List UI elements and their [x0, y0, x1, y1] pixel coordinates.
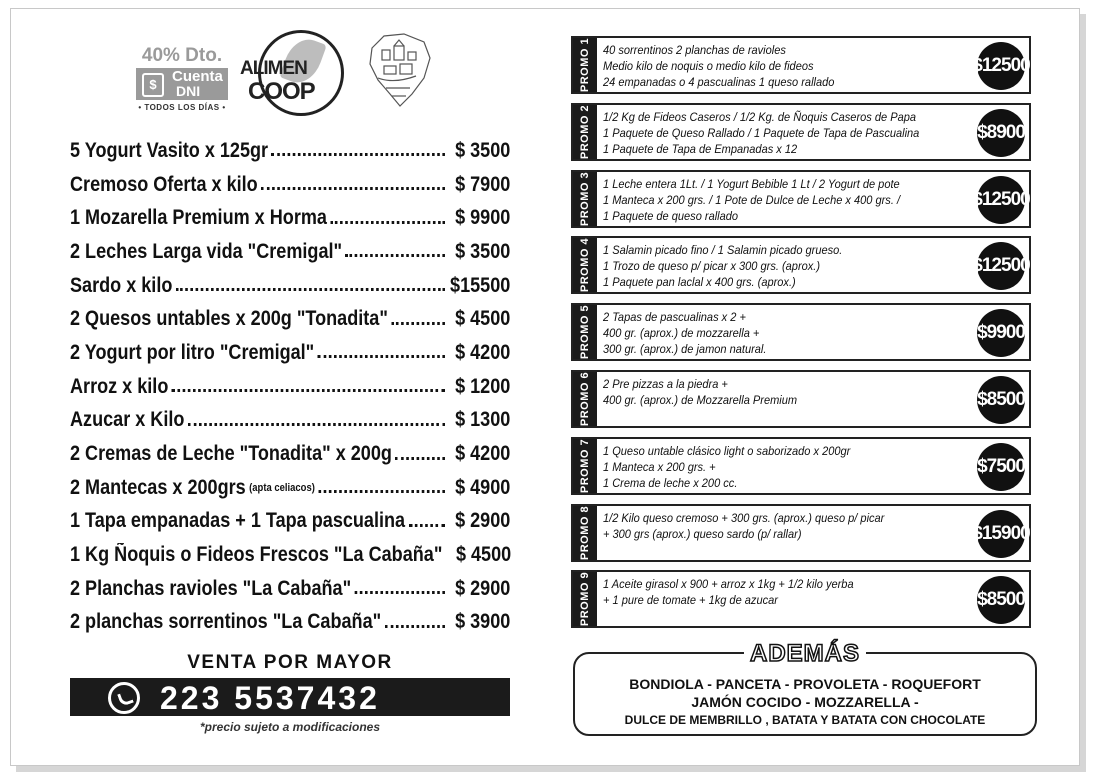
promo-price-badge: $12500: [977, 42, 1025, 90]
product-price: $ 2900: [455, 576, 511, 600]
promo-description: [603, 42, 934, 90]
cuenta-dni-line2: DNI: [176, 83, 201, 99]
promo-line: 400 gr. (aprox.) de Mozzarella Premium: [603, 393, 798, 407]
coop-logo-line2: COOP: [248, 78, 315, 105]
promo-label: PROMO 9: [579, 571, 591, 627]
product-price: $ 3500: [455, 239, 511, 263]
promo-price-badge: $12500: [977, 176, 1025, 224]
product-name: 2 Leches Larga vida "Cremigal": [70, 239, 343, 263]
product-name: 2 planchas sorrentinos "La Cabaña": [70, 610, 382, 634]
promo-description: [603, 109, 934, 157]
product-price: $ 3500: [455, 138, 511, 162]
promo-card: [571, 303, 1031, 361]
leader-dots: [355, 579, 445, 594]
promo-description: [603, 309, 934, 357]
promo-card: [571, 570, 1031, 628]
alimentos-coop-logo: [240, 30, 346, 114]
price-row: [70, 538, 510, 572]
price-row: [70, 505, 510, 539]
price-row: [70, 269, 510, 303]
leader-dots: [318, 478, 445, 493]
promo-line: 300 gr. (aprox.) de jamon natural.: [603, 342, 767, 356]
product-note: (apta celiacos): [249, 481, 315, 494]
leader-dots: [395, 445, 445, 460]
promo-line: 1 Trozo de queso p/ picar x 300 grs. (aprox.): [603, 259, 821, 273]
promo-card: [571, 236, 1031, 294]
venta-por-mayor: VENTA POR MAYOR: [187, 652, 393, 673]
promo-card: [571, 437, 1031, 495]
phone-number: 223 5537432: [160, 680, 380, 716]
promo-line: + 300 grs (aprox.) queso sardo (p/ rallar): [603, 527, 802, 541]
product-name: 5 Yogurt Vasito x 125gr: [70, 138, 269, 162]
price-row: [70, 404, 510, 438]
phone-bar[interactable]: [70, 678, 510, 716]
product-price: $ 1300: [455, 408, 511, 432]
leader-dots: [272, 141, 445, 156]
promo-line: 40 sorrentinos 2 planchas de ravioles: [603, 43, 786, 57]
ademas-title: ADEMÁS: [744, 640, 866, 668]
product-price: $ 3900: [455, 610, 511, 634]
promo-label: PROMO 3: [579, 171, 591, 227]
price-row: [70, 437, 510, 471]
leader-dots: [391, 310, 445, 325]
coop-logo-line1: ALIMEN: [240, 58, 307, 79]
leader-dots: [385, 613, 445, 628]
promo-price-badge: $7500: [977, 443, 1025, 491]
product-price: $15500: [450, 273, 511, 297]
promo-line: 2 Tapas de pascualinas x 2 +: [603, 310, 746, 324]
promo-line: Medio kilo de noquis o medio kilo de fideos: [603, 59, 814, 73]
price-row: [70, 302, 510, 336]
price-row: [70, 134, 510, 168]
price-disclaimer: *precio sujeto a modificaciones: [199, 720, 381, 734]
promo-line: 1 Queso untable clásico light o saborizado x 200gr: [603, 444, 851, 458]
ademas-line2: JAMÓN COCIDO - MOZZARELLA -: [691, 694, 919, 710]
product-name: Sardo x kilo: [70, 273, 173, 297]
promo-line: 1 Leche entera 1Lt. / 1 Yogurt Bebible 1 Lt / 2 Yogurt de pote: [603, 177, 900, 191]
promo-line: 1/2 Kg de Fideos Caseros / 1/2 Kg. de Ñoquis Caseros de Papa: [603, 110, 916, 124]
promo-tag: [573, 105, 597, 159]
promo-line: 1 Manteca x 200 grs. +: [603, 460, 716, 474]
promo-label: PROMO 5: [579, 304, 591, 360]
promo-line: 1/2 Kilo queso cremoso + 300 grs. (aprox.) queso p/ picar: [603, 511, 885, 525]
promo-price-badge: $8500: [977, 576, 1025, 624]
promo-tag: [573, 572, 597, 626]
promo-line: 2 Pre pizzas a la piedra +: [603, 377, 728, 391]
promo-card: [571, 36, 1031, 94]
price-row: [70, 370, 510, 404]
cuenta-dni-logo: [136, 46, 228, 112]
promo-description: [603, 510, 934, 542]
product-price: $ 2900: [455, 509, 511, 533]
discount-label: 40% Dto.: [141, 45, 223, 66]
promo-description: [603, 176, 934, 224]
product-price: $ 4500: [455, 307, 511, 331]
promo-tag: [573, 372, 597, 426]
promo-label: PROMO 2: [579, 104, 591, 160]
product-name: Arroz x kilo: [70, 374, 169, 398]
product-name: 2 Planchas ravioles "La Cabaña": [70, 576, 352, 600]
product-name: 1 Kg Ñoquis o Fideos Frescos "La Cabaña": [70, 543, 443, 567]
promo-label: PROMO 7: [579, 438, 591, 494]
leader-dots: [172, 377, 445, 392]
price-row: [70, 572, 510, 606]
leader-dots: [261, 175, 445, 190]
cuenta-dni-box: [136, 68, 228, 100]
leader-dots: [346, 242, 445, 257]
promo-description: [603, 376, 934, 408]
promo-card: [571, 370, 1031, 428]
promo-description: [603, 443, 934, 491]
price-row: [70, 606, 510, 640]
promo-price-badge: $12500: [977, 242, 1025, 290]
ademas-line1: BONDIOLA - PANCETA - PROVOLETA - ROQUEFORT: [629, 676, 981, 692]
product-name: 1 Tapa empanadas + 1 Tapa pascualina: [70, 509, 406, 533]
product-name: Cremoso Oferta x kilo: [70, 172, 258, 196]
leader-dots: [330, 209, 445, 224]
product-name: 1 Mozarella Premium x Horma: [70, 206, 327, 230]
price-row: [70, 235, 510, 269]
product-name: Azucar x Kilo: [70, 408, 185, 432]
promo-line: 1 Aceite girasol x 900 + arroz x 1kg + 1/2 kilo yerba: [603, 577, 854, 591]
promo-line: 400 gr. (aprox.) de mozzarella +: [603, 326, 760, 340]
promo-price-badge: $15900: [977, 510, 1025, 558]
leader-dots: [176, 276, 445, 291]
product-name: 2 Yogurt por litro "Cremigal": [70, 340, 315, 364]
product-price: $ 4200: [455, 340, 511, 364]
promo-price-badge: $8900: [977, 109, 1025, 157]
promo-line: 1 Paquete de Queso Rallado / 1 Paquete de Tapa de Pascualina: [603, 126, 920, 140]
promo-line: 24 empanadas o 4 pascualinas 1 queso rallado: [603, 75, 835, 89]
cuenta-dni-line1: Cuenta: [172, 68, 223, 85]
price-row: [70, 471, 510, 505]
price-row: [70, 201, 510, 235]
promo-line: 1 Manteca x 200 grs. / 1 Pote de Dulce de Leche x 400 grs. /: [603, 193, 901, 207]
town-illustration: [364, 28, 434, 110]
promo-line: + 1 pure de tomate + 1kg de azucar: [603, 593, 778, 607]
promo-card: [571, 103, 1031, 161]
promo-description: [603, 576, 934, 608]
promo-description: [603, 242, 934, 290]
promo-tag: [573, 38, 597, 92]
promo-tag: [573, 172, 597, 226]
promo-tag: [573, 238, 597, 292]
product-price: $ 1200: [455, 374, 511, 398]
cuenta-dni-icon: $: [142, 73, 164, 97]
ademas-box: [573, 640, 1037, 736]
price-row: [70, 336, 510, 370]
promo-line: 1 Crema de leche x 200 cc.: [603, 476, 738, 490]
todos-los-dias: • TODOS LOS DÍAS •: [138, 103, 226, 112]
promo-card: [571, 170, 1031, 228]
product-price: $ 4500: [455, 543, 512, 567]
promo-price-badge: $9900: [977, 309, 1025, 357]
leader-dots: [318, 343, 445, 358]
price-row: [70, 168, 510, 202]
price-list: [70, 134, 510, 639]
promo-line: 1 Paquete pan laclal x 400 grs. (aprox.): [603, 275, 796, 289]
leader-dots: [188, 411, 445, 426]
product-name: 2 Mantecas x 200grs: [70, 475, 246, 499]
whatsapp-icon: [108, 682, 140, 714]
promo-label: PROMO 8: [579, 505, 591, 561]
leader-dots: [409, 512, 445, 527]
ademas-line3: DULCE DE MEMBRILLO , BATATA Y BATATA CON CHOCOLATE: [624, 713, 986, 727]
promo-label: PROMO 6: [579, 371, 591, 427]
promo-tag: [573, 506, 597, 560]
product-name: 2 Quesos untables x 200g "Tonadita": [70, 307, 388, 331]
product-name: 2 Cremas de Leche "Tonadita" x 200g: [70, 442, 392, 466]
promo-card: [571, 504, 1031, 562]
product-price: $ 4200: [455, 442, 511, 466]
promo-line: 1 Paquete de queso rallado: [603, 209, 739, 223]
promo-label: PROMO 1: [579, 37, 591, 93]
promo-label: PROMO 4: [579, 237, 591, 293]
promo-tag: [573, 305, 597, 359]
product-price: $ 7900: [455, 172, 511, 196]
promo-tag: [573, 439, 597, 493]
promo-line: 1 Paquete de Tapa de Empanadas x 12: [603, 142, 798, 156]
product-price: $ 9900: [455, 206, 511, 230]
promo-price-badge: $8500: [977, 376, 1025, 424]
product-price: $ 4900: [455, 475, 511, 499]
promo-line: 1 Salamin picado fino / 1 Salamin picado grueso.: [603, 243, 843, 257]
